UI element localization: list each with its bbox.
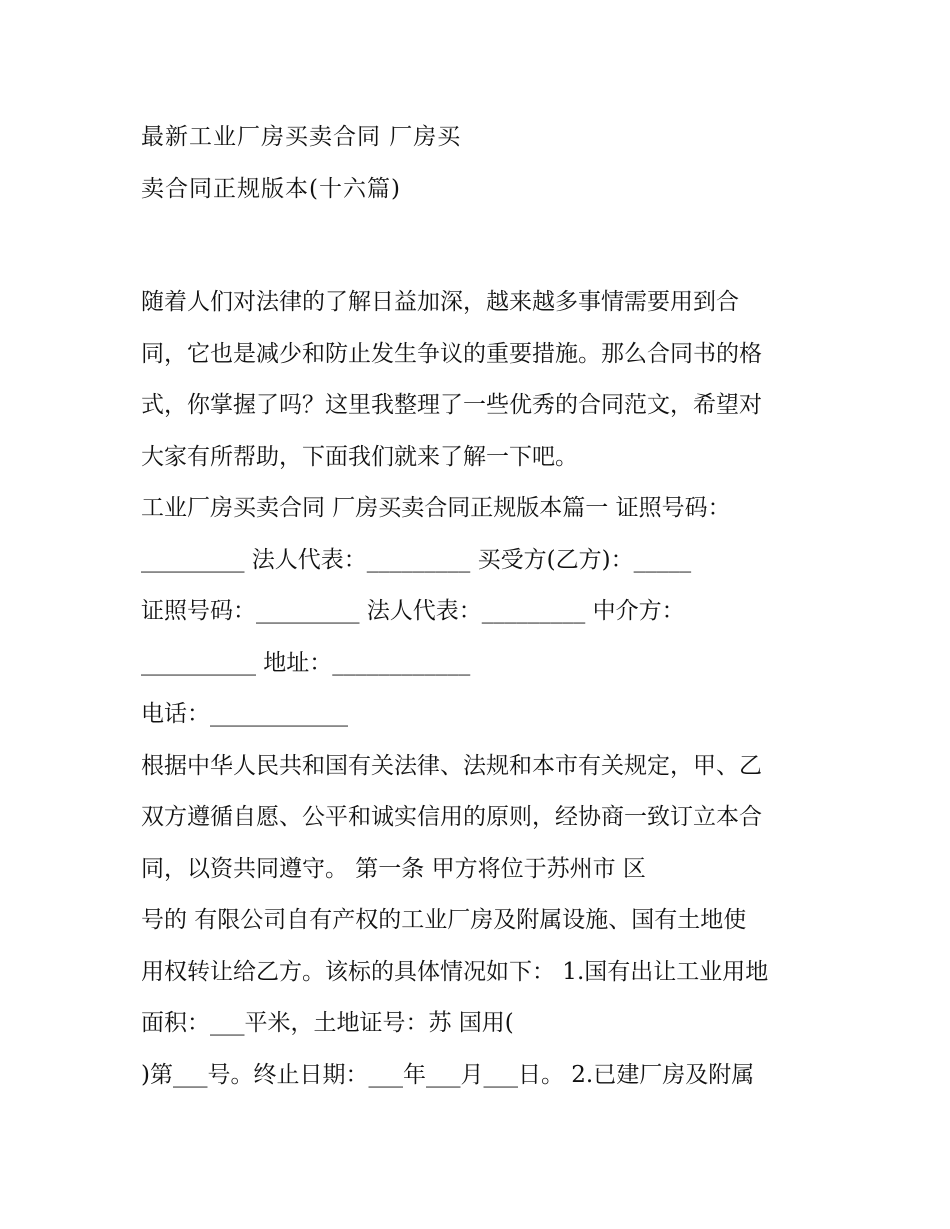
- body-line: 根据中华人民共和国有关法律、法规和本市有关规定，甲、乙: [141, 752, 762, 779]
- document-title: [141, 112, 821, 215]
- body-line: 用权转让给乙方。该标的具体情况如下： 1.国有出让工业用地: [141, 958, 769, 985]
- body-line: 证照号码：_________ 法人代表：_________ 中介方：: [141, 598, 685, 624]
- body-line: 电话：____________: [141, 701, 348, 727]
- body-line: 随着人们对法律的了解日益加深，越来越多事情需要用到合: [141, 289, 739, 315]
- body-line: __________ 地址：____________: [141, 649, 471, 676]
- body-line: 大家有所帮助，下面我们就来了解一下吧。: [141, 443, 578, 470]
- body-line: 号的 有限公司自有产权的工业厂房及附属设施、国有土地使: [141, 907, 747, 933]
- title-line: 最新工业厂房买卖合同 厂房买: [141, 124, 462, 150]
- body-line: 式，你掌握了吗？这里我整理了一些优秀的合同范文，希望对: [141, 392, 762, 418]
- body-line: )第___号。终止日期：___年___月___日。 2.已建厂房及附属: [141, 1061, 755, 1088]
- body-line: _________ 法人代表：_________ 买受方(乙方)：_____: [141, 546, 692, 573]
- body-line: 双方遵循自愿、公平和诚实信用的原则，经协商一致订立本合: [141, 804, 762, 830]
- body-line: 面积：___平米，土地证号：苏 国用(: [141, 1010, 514, 1036]
- body-line: 工业厂房买卖合同 厂房买卖合同正规版本篇一 证照号码：: [141, 495, 731, 521]
- body-line: 同，以资共同遵守。 第一条 甲方将位于苏州市 区: [141, 855, 646, 882]
- body-line: 同，它也是减少和防止发生争议的重要措施。那么合同书的格: [141, 340, 762, 367]
- document-body: [141, 277, 821, 1101]
- title-line: 卖合同正规版本(十六篇): [141, 175, 401, 202]
